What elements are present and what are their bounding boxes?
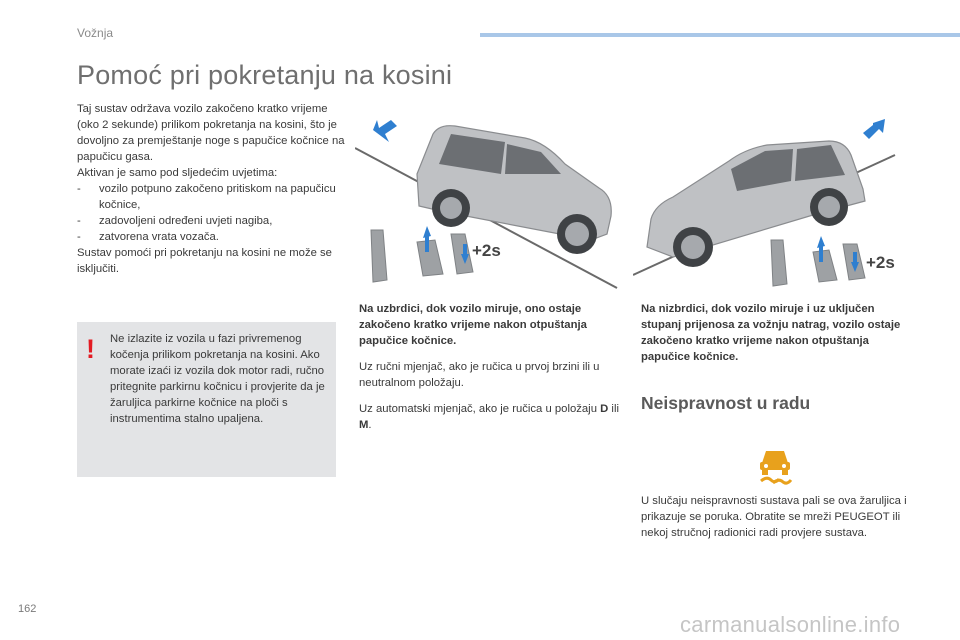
intro-note: Sustav pomoći pri pokretanju na kosini ne može se isključiti. xyxy=(77,247,332,275)
header-accent-bar xyxy=(480,33,960,37)
uphill-auto-text: Uz automatski mjenjač, ako je ručica u položaju D ili M. xyxy=(359,403,619,431)
timer-label: +2s xyxy=(472,241,501,260)
uphill-heading: Na uzbrdici, dok vozilo miruje, ono ostaje zakočeno kratko vrijeme nakon otpuštanja papučice kočnice. xyxy=(359,303,587,347)
conditions-list xyxy=(77,181,347,245)
list-item: - zadovoljeni određeni uvjeti nagiba, xyxy=(77,215,273,227)
uphill-text xyxy=(359,301,621,443)
conditions-lead: Aktivan je samo pod sljedećim uvjetima: xyxy=(77,167,278,179)
intro-paragraph: Taj sustav održava vozilo zakočeno kratko vrijeme (oko 2 sekunde) prilikom pokretanja na kosini, što je dovoljno za premještanje noge s papučice kočnice na papučicu gasa. xyxy=(77,103,345,163)
list-item: - vozilo potpuno zakočeno pritiskom na papučicu kočnice, xyxy=(77,183,336,211)
slope-direction-arrow-icon xyxy=(373,120,397,142)
intro-text xyxy=(77,101,347,277)
hill-start-fault-icon xyxy=(757,445,793,485)
downhill-heading: Na nizbrdici, dok vozilo miruje i uz uključen stupanj prijenosa za vožnju natrag, vozilo ostaje zakočeno kratko vrijeme nakon otpuštanja papučice kočnice. xyxy=(641,303,901,363)
section-label: Vožnja xyxy=(77,26,114,40)
fault-text: U slučaju neispravnosti sustava pali se ova žaruljica i prikazuje se poruka. Obratite se mreži PEUGEOT ili nekoj stručnoj radionici radi provjere sustava. xyxy=(641,495,907,539)
list-item: - zatvorena vrata vozača. xyxy=(77,231,219,243)
downhill-text xyxy=(641,301,911,375)
warning-icon: ! xyxy=(86,334,95,364)
watermark: carmanualsonline.info xyxy=(680,612,901,637)
warning-text: Ne izlazite iz vozila u fazi privremenog kočenja prilikom pokretanja na kosini. Ako morate izaći iz vozila dok motor radi, ručno pritegnite parkirnu kočnicu i provjerite da je žaruljica parkirne kočnice na ploči s instrumentima stalno upaljena. xyxy=(110,333,325,425)
slope-direction-arrow-icon xyxy=(863,119,885,139)
fault-heading: Neispravnost u radu xyxy=(641,393,811,413)
downhill-pedals-illustration xyxy=(765,234,875,290)
timer-label: +2s xyxy=(866,253,895,272)
warning-box xyxy=(77,322,336,477)
page-title: Pomoć pri pokretanju na kosini xyxy=(77,60,453,90)
page-number: 162 xyxy=(18,603,37,615)
uphill-manual-text: Uz ručni mjenjač, ako je ručica u prvoj brzini ili u neutralnom položaju. xyxy=(359,361,600,389)
